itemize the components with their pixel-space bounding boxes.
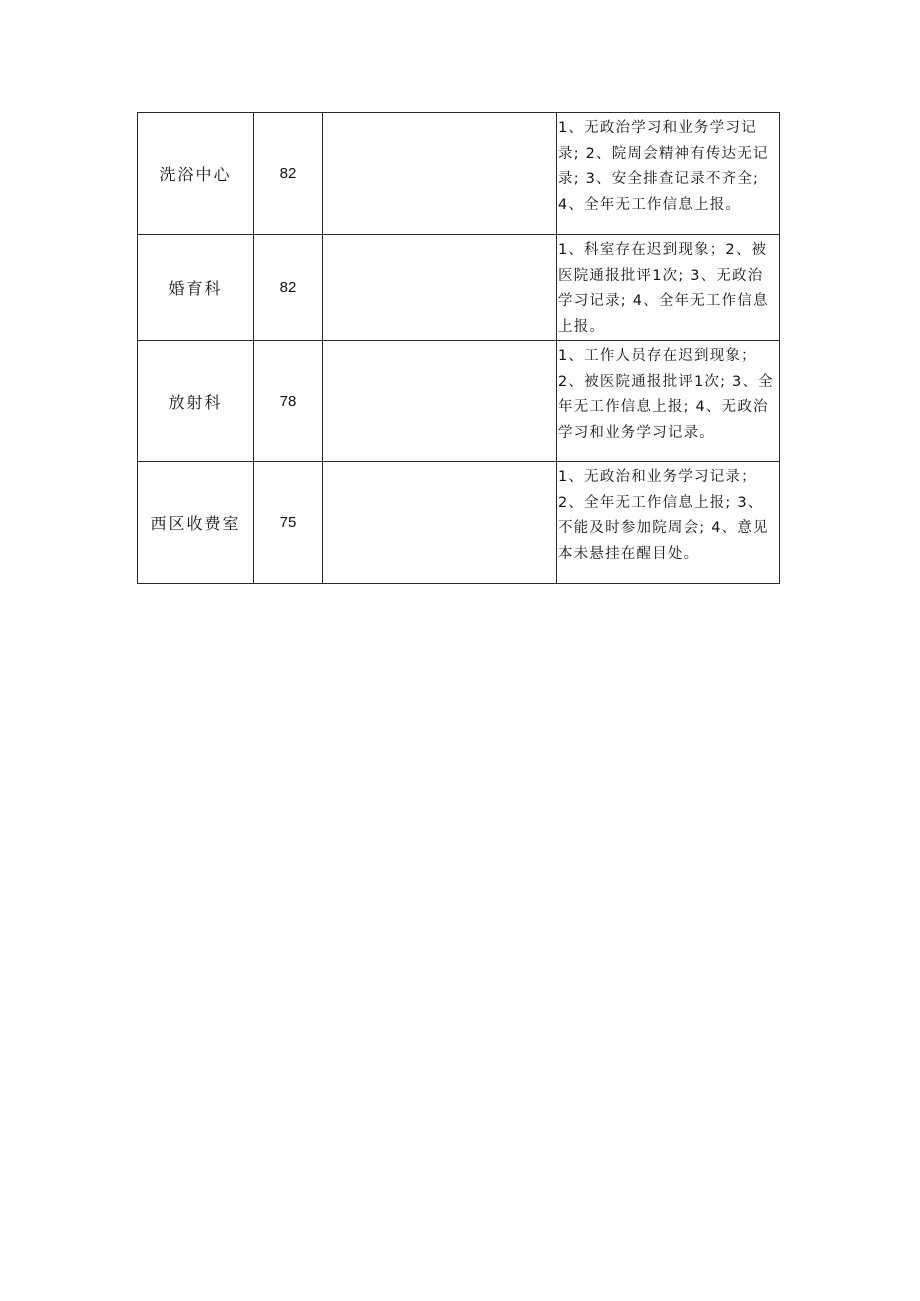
table-row [138,113,780,235]
remark-cell [323,235,557,341]
issues-cell: 1、工作人员存在迟到现象；2、被医院通报批评1次; 3、全年无工作信息上报; 4、无政治学习和业务学习记录。 [557,341,780,462]
issues-cell: 1、无政治学习和业务学习记录; 2、院周会精神有传达无记录; 3、安全排查记录不齐全; 4、全年无工作信息上报。 [557,113,780,235]
table-row [138,462,780,584]
score-cell: 82 [254,235,323,341]
remark-cell [323,341,557,462]
department-cell: 放射科 [138,341,254,462]
department-cell: 婚育科 [138,235,254,341]
score-cell: 75 [254,462,323,584]
score-cell: 78 [254,341,323,462]
table-row [138,235,780,341]
issues-cell: 1、无政治和业务学习记录；2、全年无工作信息上报; 3、不能及时参加院周会; 4、意见本未悬挂在醒目处。 [557,462,780,584]
remark-cell [323,462,557,584]
score-cell: 82 [254,113,323,235]
table-row [138,341,780,462]
remark-cell [323,113,557,235]
issues-cell: 1、科室存在迟到现象；2、被医院通报批评1次; 3、无政治学习记录; 4、全年无工作信息上报。 [557,235,780,341]
department-score-table [137,112,780,584]
department-cell: 西区收费室 [138,462,254,584]
department-cell: 洗浴中心 [138,113,254,235]
